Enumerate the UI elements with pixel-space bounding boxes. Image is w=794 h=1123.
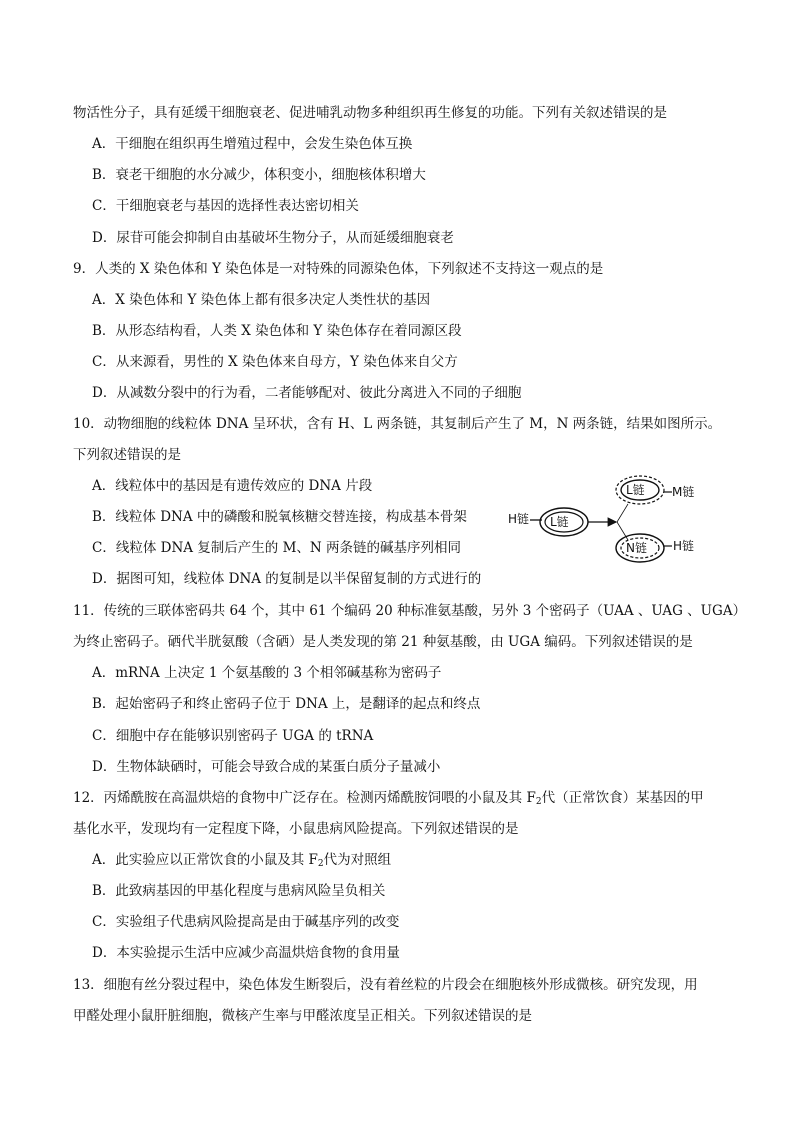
h-chain-label: H链: [508, 512, 530, 526]
q10-option-c: C．线粒体 DNA 复制后产生的 M、N 两条链的碱基序列相同: [92, 540, 462, 556]
q9-option-b: B．从形态结构看，人类 X 染色体和 Y 染色体存在着同源区段: [92, 323, 462, 339]
q12-option-d: D．本实验提示生活中应减少高温烘焙食物的食用量: [92, 945, 400, 961]
n-chain-label: N链: [626, 541, 647, 555]
h-chain-label-2: H链: [673, 539, 695, 553]
q11-option-d: D．生物体缺硒时，可能会导致合成的某蛋白质分子量减小: [92, 759, 441, 775]
q8-stem-continuation: 物活性分子，具有延缓干细胞衰老、促进哺乳动物多种组织再生修复的功能。下列有关叙述错误的是: [73, 105, 667, 121]
q12-stem-text-b: 代（正常饮食）某基因的甲: [541, 790, 704, 806]
q9-option-d: D．从减数分裂中的行为看，二者能够配对、彼此分离进入不同的子细胞: [92, 385, 522, 401]
q11-option-b: B．起始密码子和终止密码子位于 DNA 上，是翻译的起点和终点: [92, 696, 481, 712]
q11-option-a: A．mRNA 上决定 1 个氨基酸的 3 个相邻碱基称为密码子: [92, 665, 442, 681]
q9-option-c: C．从来源看，男性的 X 染色体来自母方，Y 染色体来自父方: [92, 354, 458, 370]
l-chain-label: L链: [550, 515, 569, 529]
q12-stem-line2: 基化水平，发现均有一定程度下降，小鼠患病风险提高。下列叙述错误的是: [73, 821, 519, 837]
q11-stem-line1: 11．传统的三联体密码共 64 个，其中 61 个编码 20 种标准氨基酸，另外 3 个密码子（UAA 、UAG 、UGA）: [73, 603, 747, 619]
q13-stem-line1: 13．细胞有丝分裂过程中，染色体发生断裂后，没有着丝粒的片段会在细胞核外形成微核。研究发现，用: [73, 977, 698, 993]
q12-stem-text-a: 12．丙烯酰胺在高温烘焙的食物中广泛存在。检测丙烯酰胺饲喂的小鼠及其 F: [73, 790, 536, 806]
q10-option-b: B．线粒体 DNA 中的磷酸和脱氧核糖交替连接，构成基本骨架: [92, 509, 467, 525]
q10-stem-line1: 10．动物细胞的线粒体 DNA 呈环状，含有 H、L 两条链，其复制后产生了 M，N 两条链，结果如图所示。: [73, 416, 722, 432]
q11-option-c: C．细胞中存在能够识别密码子 UGA 的 tRNA: [92, 728, 374, 744]
q10-option-d: D．据图可知，线粒体 DNA 的复制是以半保留复制的方式进行的: [92, 571, 482, 587]
m-chain-label: M链: [672, 485, 695, 499]
q12-option-a-subscript: 2: [317, 859, 324, 869]
q8-option-b: B．衰老干细胞的水分减少，体积变小，细胞核体积增大: [92, 167, 426, 183]
q12-stem-subscript: 2: [535, 797, 542, 807]
l-chain-label-2: L链: [626, 483, 645, 497]
q10-stem-line2: 下列叙述错误的是: [73, 447, 181, 463]
q12-option-c: C．实验组子代患病风险提高是由于碱基序列的改变: [92, 914, 400, 930]
q8-option-c: C．干细胞衰老与基因的选择性表达密切相关: [92, 198, 359, 214]
q9-option-a: A．X 染色体和 Y 染色体上都有很多决定人类性状的基因: [92, 292, 431, 308]
q12-option-a: [92, 850, 391, 874]
mtdna-replication-diagram: [500, 470, 730, 580]
q9-stem: 9．人类的 X 染色体和 Y 染色体是一对特殊的同源染色体，下列叙述不支持这一观点的是: [73, 261, 604, 277]
q11-stem-line2: 为终止密码子。硒代半胱氨酸（含硒）是人类发现的第 21 种氨基酸，由 UGA 编码。下列叙述错误的是: [73, 634, 693, 650]
q12-option-a-text-b: 代为对照组: [323, 852, 392, 868]
q12-stem-line1: [73, 788, 704, 812]
q8-option-d: D．尿苷可能会抑制自由基破坏生物分子，从而延缓细胞衰老: [92, 230, 454, 246]
q12-option-a-text-a: A．此实验应以正常饮食的小鼠及其 F: [92, 852, 318, 868]
q8-option-a: A．干细胞在组织再生增殖过程中，会发生染色体互换: [92, 136, 413, 152]
q13-stem-line2: 甲醛处理小鼠肝脏细胞，微核产生率与甲醛浓度呈正相关。下列叙述错误的是: [73, 1008, 532, 1024]
q12-option-b: B．此致病基因的甲基化程度与患病风险呈负相关: [92, 883, 386, 899]
q10-option-a: A．线粒体中的基因是有遗传效应的 DNA 片段: [92, 478, 373, 494]
